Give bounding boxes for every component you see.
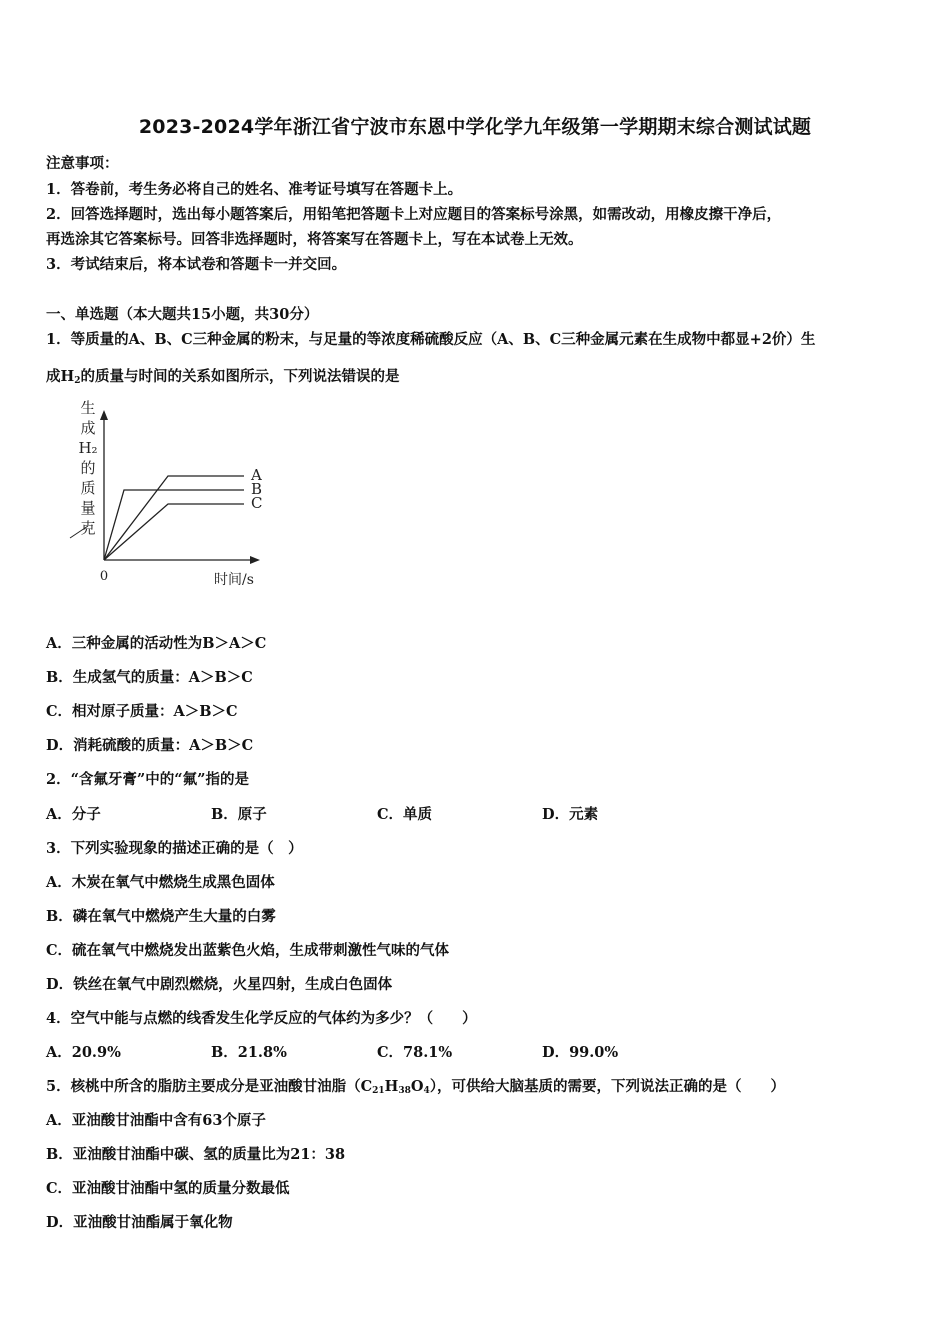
q1-option-d: D．消耗硫酸的质量：A＞B＞C [46, 737, 254, 754]
notice-item: 2．回答选择题时，选出每小题答案后，用铅笔把答题卡上对应题目的答案标号涂黑，如需改动，用橡皮擦干净后， [46, 206, 782, 223]
series-line-a [104, 476, 244, 560]
notice-item: 1．答卷前，考生务必将自己的姓名、准考证号填写在答题卡上。 [46, 181, 463, 198]
series-line-b [104, 490, 244, 560]
q5-option-b: B．亚油酸甘油酯中碳、氢的质量比为21：38 [46, 1146, 346, 1163]
y-axis-arrow [100, 410, 108, 420]
y-axis-label-char: 生 [80, 399, 96, 417]
q3-option-d: D．铁丝在氧气中剧烈燃烧，火星四射，生成白色固体 [46, 976, 393, 993]
q2-option-d: D．元素 [542, 806, 599, 823]
notice-item: 3．考试结束后，将本试卷和答题卡一并交回。 [46, 256, 347, 273]
q3-option-a: A．木炭在氧气中燃烧生成黑色固体 [46, 874, 275, 891]
q2-option-a: A．分子 [46, 806, 101, 823]
q1-option-b: B．生成氢气的质量：A＞B＞C [46, 669, 253, 686]
q4-option-b: B．21.8% [211, 1044, 287, 1061]
q5-option-c: C．亚油酸甘油酯中氢的质量分数最低 [46, 1180, 290, 1197]
y-axis-label-char: 质 [80, 479, 96, 497]
q5-option-a: A．亚油酸甘油酯中含有63个原子 [46, 1112, 266, 1129]
section-heading: 一、单选题（本大题共15小题，共30分） [46, 306, 319, 323]
q5-option-d: D．亚油酸甘油酯属于氧化物 [46, 1214, 233, 1231]
q3-option-b: B．磷在氧气中燃烧产生大量的白雾 [46, 908, 276, 925]
x-axis-arrow [250, 556, 260, 564]
q3-option-c: C．硫在氧气中燃烧发出蓝紫色火焰，生成带刺激性气味的气体 [46, 942, 450, 959]
notice-heading: 注意事项： [46, 155, 119, 172]
q5-stem: 5．核桃中所含的脂肪主要成分是亚油酸甘油脂$(C_{21}H_{38}O_4)$，可供给大脑基质的需要，下列说法正确的是（ ） [46, 1078, 786, 1096]
series-label-b: B [251, 480, 263, 498]
y-axis-label-char: H₂ [78, 439, 98, 457]
q4-option-c: C．78.1% [377, 1044, 453, 1061]
x-axis-label: 时间/s [214, 572, 254, 588]
q1-stem-line1: 1．等质量的A、B、C三种金属的粉末，与足量的等浓度稀硫酸反应（A、B、C三种金属元素在生成物中都显+2价）生 [46, 331, 816, 348]
h2-mass-chart [66, 398, 276, 590]
series-label-a: A [251, 466, 262, 484]
series-label-c: C [251, 494, 263, 512]
q2-option-b: B．原子 [211, 806, 267, 823]
q3-stem: 3．下列实验现象的描述正确的是（ ） [46, 840, 303, 857]
notice-item: 再选涂其它答案标号。回答非选择题时，将答案写在答题卡上，写在本试卷上无效。 [46, 231, 583, 248]
origin-label: 0 [99, 569, 109, 584]
q2-stem: 2．“含氟牙膏”中的“氟”指的是 [46, 771, 249, 788]
page-title: 2023-2024学年浙江省宁波市东恩中学化学九年级第一学期期末综合测试试题 [138, 116, 812, 138]
q4-option-a: A．20.9% [46, 1044, 121, 1061]
y-axis-label-char: 量 [80, 499, 96, 517]
q1-stem-line2: 成$H_2$的质量与时间的关系如图所示，下列说法错误的是 [46, 368, 400, 386]
q1-option-a: A．三种金属的活动性为B＞A＞C [46, 635, 267, 652]
y-axis-label-char: 的 [80, 459, 96, 477]
q4-stem: 4．空气中能与点燃的线香发生化学反应的气体约为多少？（ ） [46, 1010, 477, 1027]
y-axis-label-char: 克 [80, 519, 96, 537]
q2-option-c: C．单质 [377, 806, 433, 823]
q1-option-c: C．相对原子质量：A＞B＞C [46, 703, 238, 720]
y-axis-label-char: 成 [80, 419, 96, 437]
q4-option-d: D．99.0% [542, 1044, 619, 1061]
